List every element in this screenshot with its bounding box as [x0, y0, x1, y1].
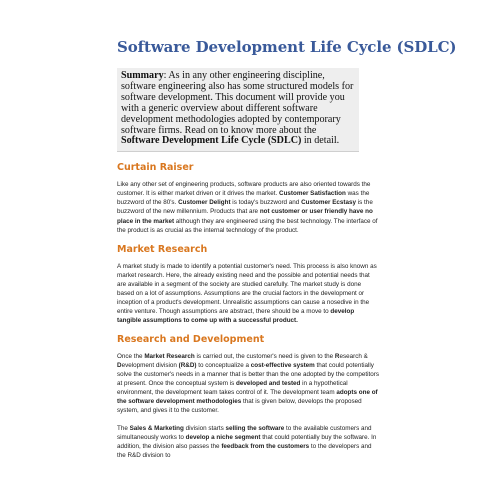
text-run: to the available customers and simultaneously works to	[117, 425, 372, 442]
bold-text: Market Research	[144, 352, 195, 360]
text-run: is carried out, the customer's need is given to the	[194, 352, 335, 360]
text-run: division starts	[183, 425, 226, 433]
bold-text: cost-effective system	[250, 362, 315, 369]
sections-container	[117, 162, 379, 460]
text-run: A market study is made to identify a potential customer's need. This process is also known as market research. Here, the already existing need and the possible and potential needs that are available in a segment of the society are studied carefully. The market study is done based on a lot of assumptions. Assumptions are the crucial factors in the development or inception of a product's development. Unrealistic assumptions can cause a nosedive in the entire venture. Though assumptions are abstract, there should be a move to	[117, 262, 377, 315]
text-run: evelopment division	[121, 362, 179, 369]
bold-text: (R&D)	[178, 362, 197, 369]
text-run: Like any other set of engineering products, software products are also oriented towards the customer. It is either market driven or it drives the market.	[117, 181, 371, 198]
bold-text: develop a niche segment	[185, 434, 261, 442]
summary-bold-sdlc: Software Development Life Cycle (SDLC)	[121, 135, 302, 147]
section-heading-research-and-development: Research and Development	[117, 333, 265, 345]
text-run: that could potentially buy the software. In addition, the division also passes the	[117, 434, 377, 451]
text-run: that could potentially solve the customer's needs in a manner that is better than the one adopted by the competitors at present. Once the conceptual system is	[117, 362, 379, 388]
section-heading-curtain-raiser: Curtain Raiser	[117, 162, 194, 174]
text-run: esearch &	[339, 352, 368, 360]
text-run: to the developers and the R&D division to	[117, 443, 372, 460]
bold-text: develop tangible assumptions to come up with a successful product.	[117, 307, 355, 324]
text-run: to conceptualize a	[196, 362, 251, 369]
summary-text-2: in detail.	[301, 135, 340, 147]
bold-text: D	[117, 362, 122, 369]
paragraph	[117, 180, 379, 234]
paragraph	[117, 262, 379, 325]
bold-text: developed and tested	[236, 380, 301, 388]
document-title: Software Development Life Cycle (SDLC)	[117, 38, 457, 56]
bold-text: feedback from the customers	[221, 443, 310, 451]
bold-text: Customer Satisfaction	[279, 190, 346, 198]
paragraph	[117, 352, 379, 415]
bold-text: Customer Ecstasy	[301, 199, 357, 207]
bold-text: adopts one of the software development methodologies	[117, 389, 378, 406]
summary-box	[117, 68, 359, 152]
paragraph	[117, 424, 379, 460]
bold-text: R	[334, 352, 340, 360]
bold-text: Customer Delight	[178, 199, 231, 207]
bold-text: not customer or user friendly have no place in the market	[117, 208, 373, 225]
text-run: Once the	[117, 352, 145, 360]
bold-text: Sales & Marketing	[129, 425, 184, 433]
text-run: The	[117, 425, 130, 433]
text-run: that is given below, develops the proposed system, and gives it to the customer.	[117, 398, 362, 415]
summary-label: Summary	[121, 70, 164, 81]
summary-text-1: : As in any other engineering discipline, software engineering also has some structured models for software development. This document will provide you with a generic overview about different software development methodologies adopted by contemporary software firms. Read on to know more about the	[121, 70, 354, 136]
section-heading-market-research: Market Research	[117, 243, 208, 255]
bold-text: selling the software	[225, 425, 285, 433]
text-run: is today's buzzword and	[230, 199, 302, 207]
text-run: was the buzzword of the 80's.	[117, 190, 370, 207]
document-page	[117, 38, 457, 469]
text-run: although they are engineered using the best technology. The interface of the product is as crucial as the internal technology of the product.	[117, 217, 378, 234]
text-run: is the buzzword of the new millennium. Products that are	[117, 199, 373, 216]
text-run: in a hypothetical environment, the development team takes control of it. The development team	[117, 380, 348, 397]
